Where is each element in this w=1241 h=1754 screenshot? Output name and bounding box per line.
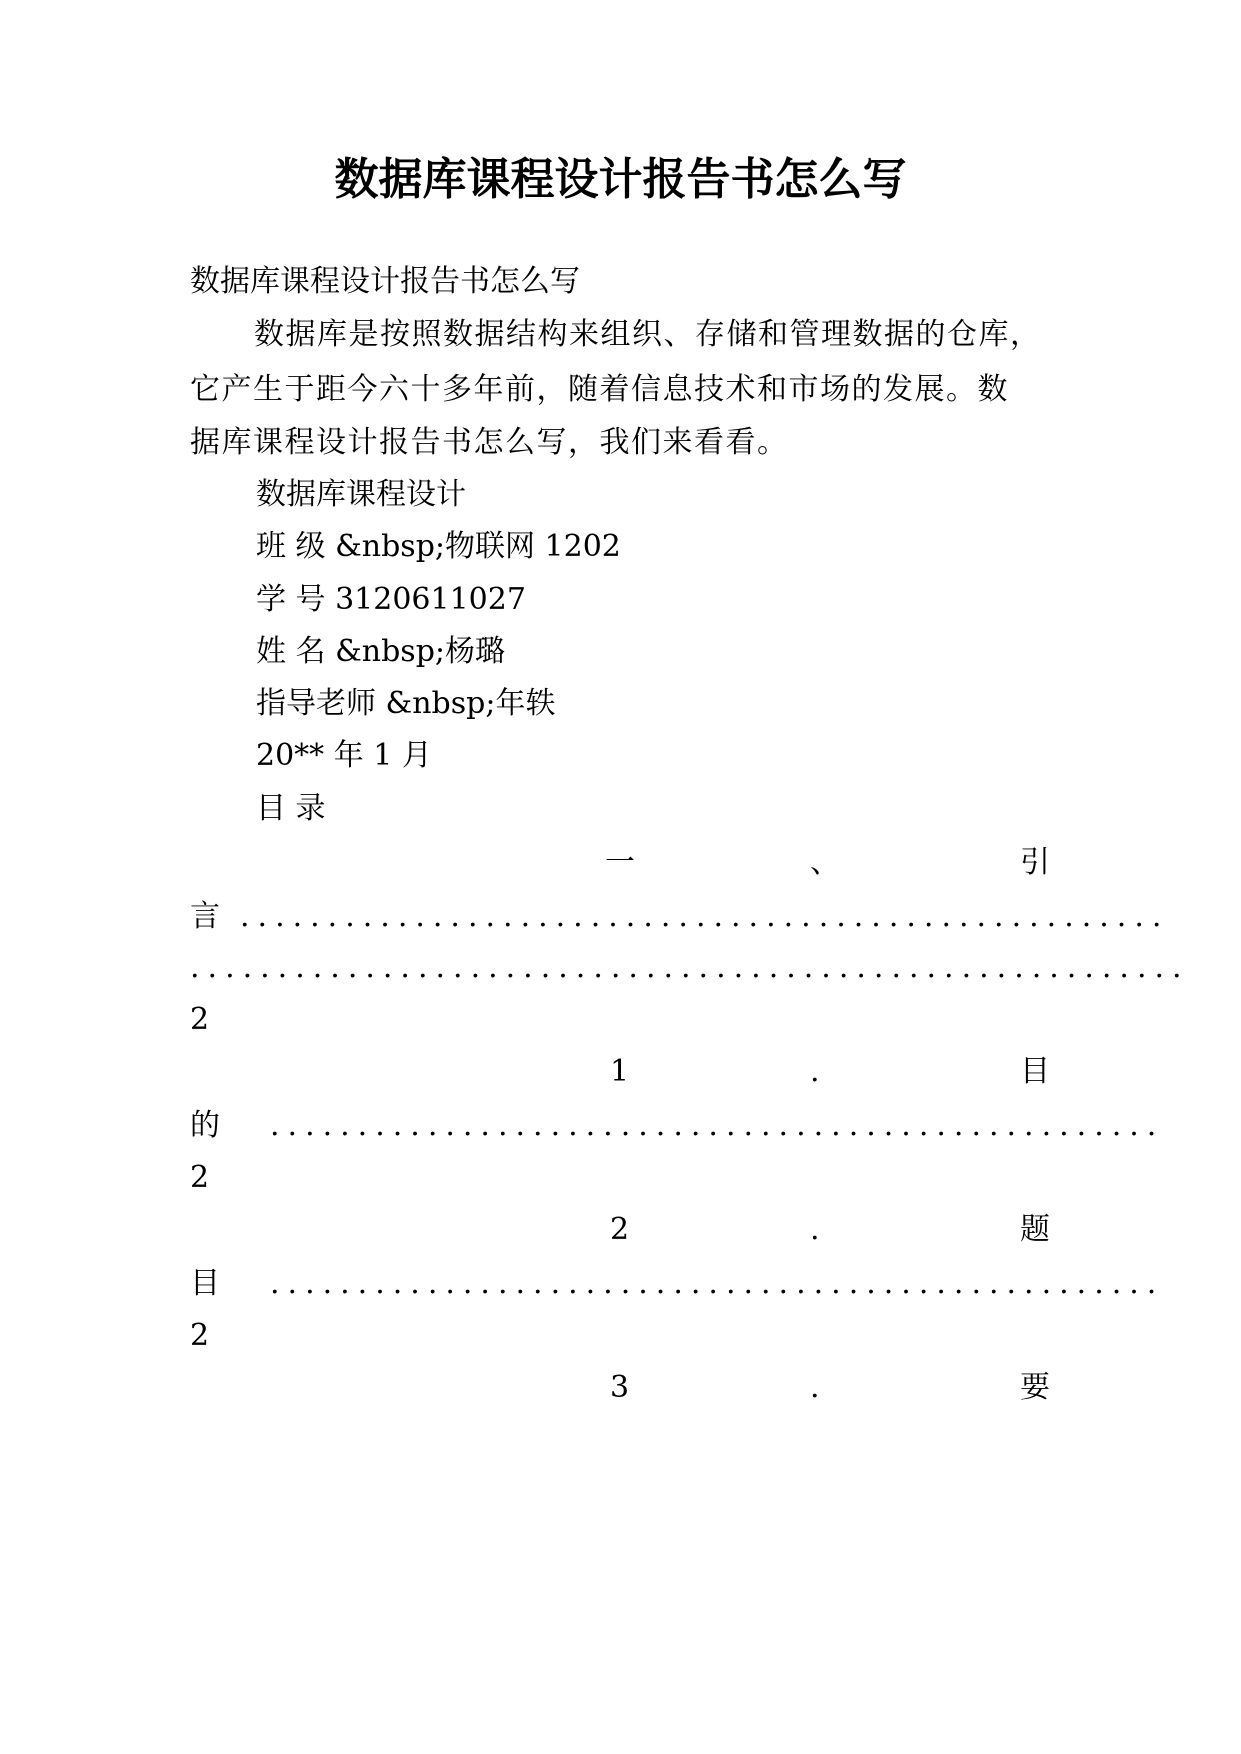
toc-item-tail-char: 言 [190, 899, 220, 934]
intro-line-1: 数据库是按照数据结构来组织、存储和管理数据的仓库， [254, 317, 1042, 352]
toc-item-page: 2 [190, 1002, 210, 1037]
name-line: 姓 名 &nbsp;杨璐 [256, 634, 506, 669]
toc-item-head [190, 1368, 1050, 1408]
toc-item-page: 2 [190, 1318, 210, 1353]
student-id-line: 学 号 3120611027 [256, 582, 526, 617]
toc-item-heading-char: 引 [1020, 845, 1050, 880]
toc-leader-dots: ..................................................... [240, 899, 1170, 934]
subtitle: 数据库课程设计报告书怎么写 [190, 264, 580, 299]
toc-item-head [190, 1210, 1050, 1250]
class-line: 班 级 &nbsp;物联网 1202 [256, 529, 621, 564]
date-line: 20** 年 1 月 [256, 738, 432, 773]
toc-item-head [190, 843, 1050, 883]
toc-leader-dots: ................................................... [270, 1108, 1165, 1143]
toc-item-head [190, 1052, 1050, 1092]
toc-item-number: 一 [605, 845, 635, 880]
intro-line-3: 据库课程设计报告书怎么写，我们来看看。 [190, 425, 789, 460]
toc-item-number: 2 [610, 1212, 630, 1247]
toc-item-tail-char: 的 [190, 1108, 220, 1143]
toc-item-number: 1 [610, 1054, 630, 1089]
toc-item-heading-char: 题 [1020, 1212, 1050, 1247]
toc-item-separator: . [810, 1370, 820, 1405]
toc-item-separator: . [810, 1054, 820, 1089]
toc-heading: 目 录 [256, 791, 326, 826]
page-title: 数据库课程设计报告书怎么写 [334, 154, 907, 205]
toc-item-separator: . [810, 1212, 820, 1247]
toc-item-heading-char: 目 [1020, 1054, 1050, 1089]
intro-line-2: 它产生于距今六十多年前，随着信息技术和市场的发展。数 [190, 372, 1009, 407]
toc-item-heading-char: 要 [1020, 1370, 1050, 1405]
toc-leader-dots: ................................................... [270, 1266, 1165, 1301]
advisor-line: 指导老师 &nbsp;年轶 [256, 686, 556, 721]
toc-item-separator: 、 [810, 845, 840, 880]
toc-leader-dots: ......................................................... [190, 950, 1190, 985]
toc-item-number: 3 [610, 1370, 630, 1405]
course-name: 数据库课程设计 [256, 477, 466, 512]
toc-item-tail-char: 目 [190, 1266, 220, 1301]
toc-item-page: 2 [190, 1160, 210, 1195]
